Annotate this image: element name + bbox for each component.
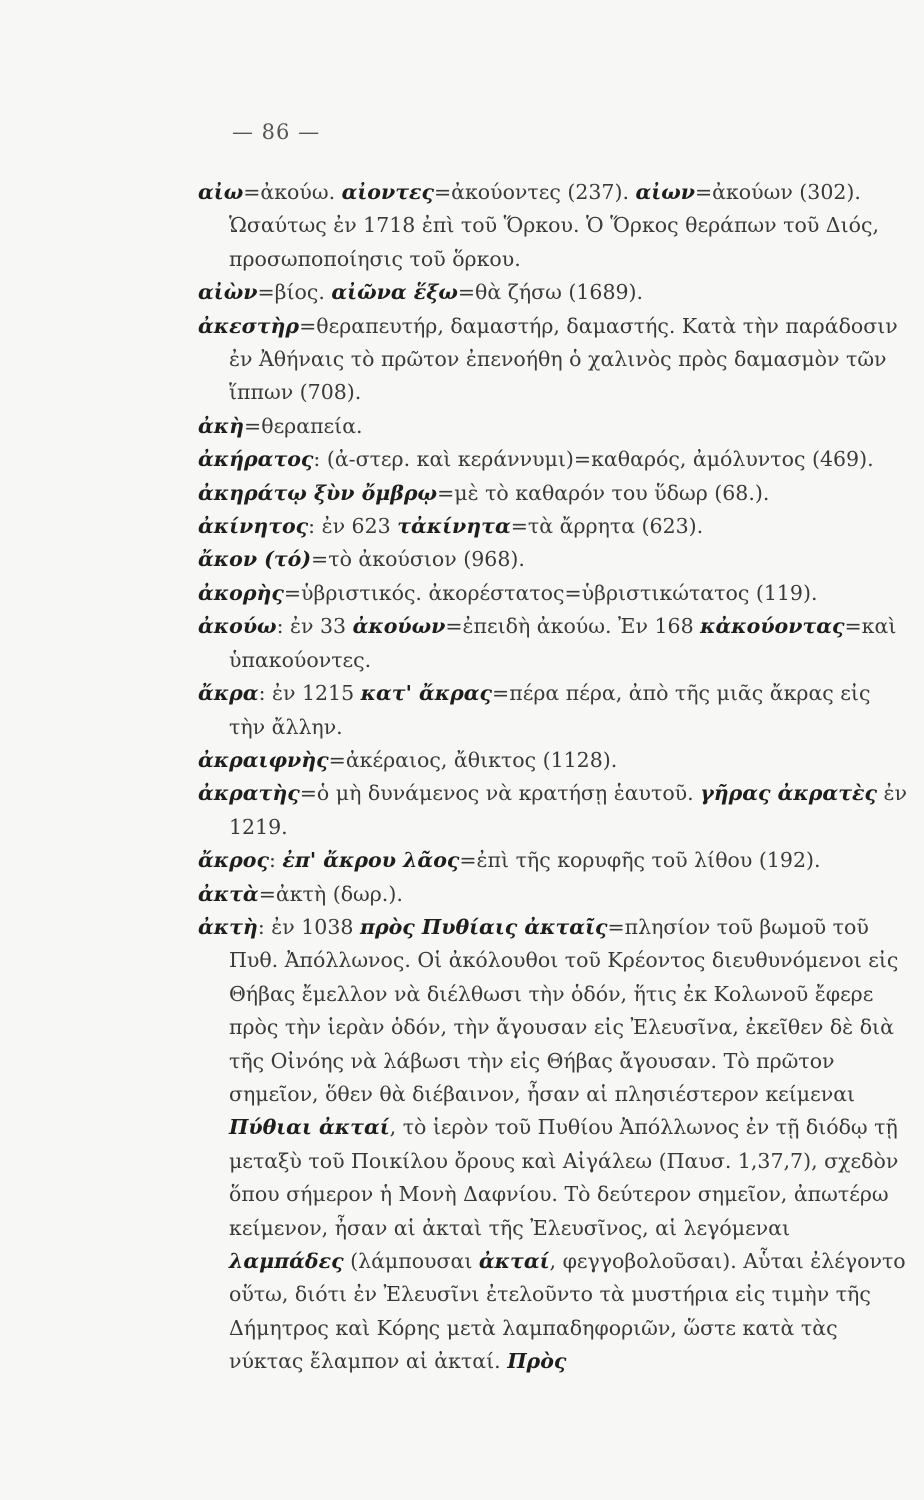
definition-text: : ἐν 1038 xyxy=(257,914,360,939)
glossary-entry xyxy=(198,777,910,844)
definition-text: =ἀκτὴ (δωρ.). xyxy=(258,881,403,906)
headword: ἀκτὰ xyxy=(198,881,259,906)
definition-text: =πλησίον τοῦ βωμοῦ τοῦ Πυθ. Ἀπόλλωνος. Οἱ ἀκόλουθοι τοῦ Κρέοντος διευθυνόμενοι εἰς Θήβας ἔμελλον νὰ διέλθωσι τὴν ὁδόν, ἥτις ἐκ Κολωνοῦ ἔφερε πρὸς τὴν ἱερὰν ὁδόν, τὴν ἄγουσαν εἰς Ἐλευσῖνα, ἐκεῖθεν δὲ διὰ τῆς Οἰνόης νὰ λάβωσι τὴν εἰς Θήβας ἄγουσαν. Τὸ πρῶτον σημεῖον, ὅθεν θὰ διέβαινον, ἦσαν αἱ πλησιέστερον κείμεναι xyxy=(229,914,899,1106)
definition-text: =ὑβριστικός. ἀκορέστατος=ὑβριστικώτατος (119). xyxy=(283,580,818,605)
glossary-entry xyxy=(198,610,910,677)
definition-text: =μὲ τὸ καθαρόν του ὕδωρ (68.). xyxy=(437,480,770,505)
definition-text: =ἀκούων (302). Ὡσαύτως ἐν 1718 ἐπὶ τοῦ Ὅρκου. Ὁ Ὅρκος θεράπων τοῦ Διός, προσωποποίησις τοῦ ὅρκου. xyxy=(229,180,879,271)
definition-text: =ἐπὶ τῆς κορυφῆς τοῦ λίθου (192). xyxy=(459,848,821,873)
headword: ἄκον (τό) xyxy=(198,547,312,572)
headword: κἀκούοντας xyxy=(700,614,845,639)
headword: λαμπάδες xyxy=(229,1249,344,1273)
glossary-entry xyxy=(198,911,910,1379)
definition-text: , τὸ ἱερὸν τοῦ Πυθίου Ἀπόλλωνος ἐν τῇ διόδῳ τῇ μεταξὺ τοῦ Ποικίλου ὄρους καὶ Αἰγάλεω (Παυσ. 1,37,7), σχεδὸν ὅπου σήμερον ἡ Μονὴ Δαφνίου. Τὸ δεύτερον σημεῖον, ἀπωτέρω κείμενον, ἦσαν αἱ ἀκταὶ τῆς Ἐλευσῖνος, αἱ λεγόμεναι xyxy=(229,1115,899,1240)
headword: ἀκήρατος xyxy=(198,447,314,472)
glossary-entry xyxy=(198,577,910,610)
headword: ἀκηράτῳ ξὺν ὄμβρῳ xyxy=(198,480,438,505)
definition-text: : (ἀ-στερ. καὶ κεράννυμι)=καθαρός, ἀμόλυντος (469). xyxy=(313,447,874,472)
glossary-entry xyxy=(198,878,910,911)
definition-text: : ἐν 33 xyxy=(276,614,353,639)
headword: ἀκούω xyxy=(198,614,277,639)
headword: ἀκτὴ xyxy=(198,914,258,939)
definition-text: =βίος. xyxy=(257,280,332,305)
headword: κατ' ἄκρας xyxy=(360,681,493,706)
headword: αἰῶνα ἕξω xyxy=(331,280,458,305)
headword: ἀκορὴς xyxy=(198,580,284,605)
glossary-entry xyxy=(198,744,910,777)
glossary-entry xyxy=(198,677,910,744)
definition-text: =καὶ ὑπακούοντες. xyxy=(229,614,897,672)
headword: ἀκρατὴς xyxy=(198,781,300,806)
definition-text: =θεραπευτήρ, δαμαστήρ, δαμαστής. Κατὰ τὴν παράδοσιν ἐν Ἀθήναις τὸ πρῶτον ἐπενοήθη ὁ χαλινὸς πρὸς δαμασμὸν τῶν ἵππων (708). xyxy=(229,313,898,405)
headword: πρὸς Πυθίαις ἀκταῖς xyxy=(359,914,608,939)
headword: αἰω xyxy=(198,180,244,204)
definition-text: ἐν 1219. xyxy=(229,781,907,839)
definition-text: =ἀκούω. xyxy=(243,180,342,204)
definition-text: (λάμπουσαι xyxy=(343,1249,479,1273)
definition-text: : xyxy=(268,848,283,873)
headword: ἄκρος xyxy=(198,848,269,873)
headword: ἀκραιφνὴς xyxy=(198,747,329,772)
headword: ἀκούων xyxy=(352,614,446,639)
definition-text: =ἐπειδὴ ἀκούω. Ἐν 168 xyxy=(445,614,701,639)
glossary-text xyxy=(198,176,910,1379)
headword: γῆρας ἀκρατὲς xyxy=(700,781,877,806)
definition-text: =θὰ ζήσω (1689). xyxy=(457,280,644,305)
definition-text: , φεγγοβολοῦσαι). Αὗται ἐλέγοντο οὕτω, διότι ἐν Ἐλευσῖνι ἐτελοῦντο τὰ μυστήρια εἰς τιμὴν τῆς Δήμητρος καὶ Κόρης μετὰ λαμπαδηφοριῶν, ὥστε κατὰ τὰς νύκτας ἔλαμπον αἱ ἀκταί. xyxy=(229,1249,906,1374)
definition-text: =θεραπεία. xyxy=(244,413,363,438)
headword: αἰὼν xyxy=(198,280,258,305)
glossary-entry xyxy=(198,443,910,476)
definition-text: =ὁ μὴ δυνάμενος νὰ κρατήσῃ ἑαυτοῦ. xyxy=(299,781,701,806)
glossary-entry xyxy=(198,510,910,543)
headword: τἀκίνητα xyxy=(397,514,511,539)
headword: ἄκρα xyxy=(198,681,259,706)
definition-text: =τὸ ἀκούσιον (968). xyxy=(311,547,525,572)
definition-text: =ἀκούοντες (237). xyxy=(433,180,636,204)
glossary-entry xyxy=(198,276,910,309)
glossary-entry xyxy=(198,410,910,443)
headword: Πρὸς xyxy=(507,1349,567,1374)
glossary-entry xyxy=(198,310,910,410)
headword: ἐπ' ἄκρου λᾶος xyxy=(282,848,460,873)
glossary-entry xyxy=(198,844,910,877)
headword: ἀκεστὴρ xyxy=(198,313,300,338)
glossary-entry xyxy=(198,477,910,510)
headword: αἰοντες xyxy=(341,180,434,204)
definition-text: =τὰ ἄρρητα (623). xyxy=(510,514,704,539)
glossary-entry xyxy=(198,176,910,276)
headword: ἀκίνητος xyxy=(198,514,309,539)
headword: ἀκταί xyxy=(478,1249,550,1273)
headword: αἰων xyxy=(635,180,695,204)
definition-text: : ἐν 1215 xyxy=(258,681,361,706)
page-number: — 86 — xyxy=(232,120,321,144)
headword: Πύθιαι ἀκταί xyxy=(229,1115,390,1140)
headword: ἀκὴ xyxy=(198,413,245,438)
definition-text: =πέρα πέρα, ἀπὸ τῆς μιᾶς ἄκρας εἰς τὴν ἄλλην. xyxy=(229,681,871,739)
definition-text: : ἐν 623 xyxy=(308,514,398,539)
glossary-entry xyxy=(198,543,910,576)
definition-text: =ἀκέραιος, ἄθικτος (1128). xyxy=(328,747,618,772)
